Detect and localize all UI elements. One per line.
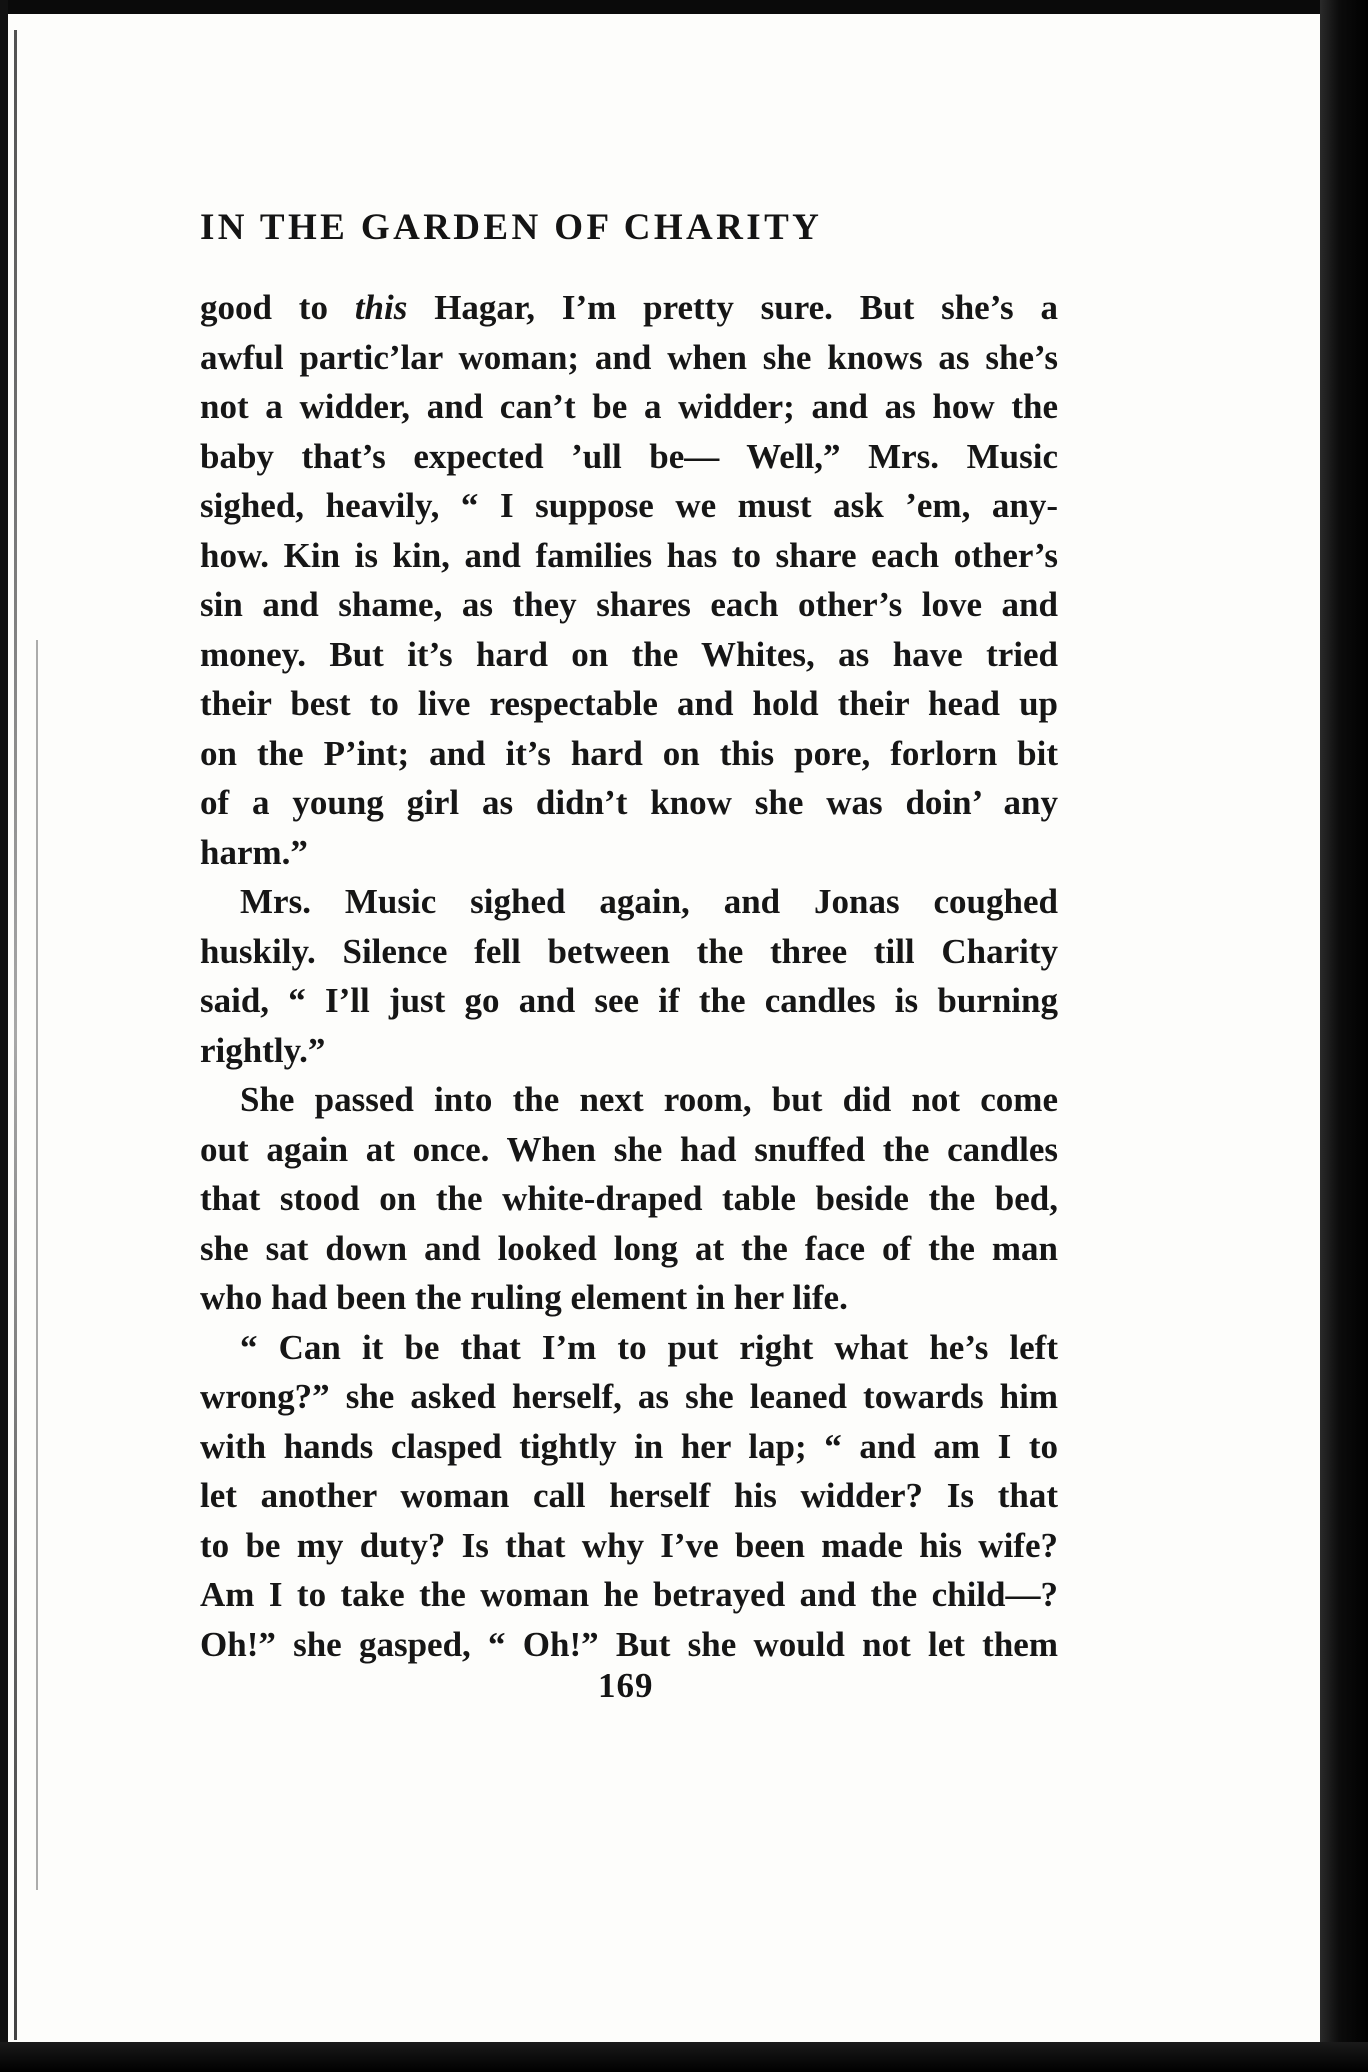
text-line: Oh!” she gasped, “ Oh!” But she would not let them — [200, 1624, 1058, 1664]
scan-edge-top — [0, 0, 1368, 14]
text-line: harm.” — [200, 832, 308, 872]
paragraph — [200, 283, 1058, 877]
text-line: baby that’s expected ’ull be— Well,” Mrs. Music — [200, 436, 1058, 476]
text-line: awful partic’lar woman; and when she knows as she’s — [200, 337, 1058, 377]
text-line: money. But it’s hard on the Whites, as have tried — [200, 634, 1058, 674]
scan-edge-bottom — [0, 2042, 1368, 2072]
text-line: with hands clasped tightly in her lap; “ and am I to — [200, 1426, 1058, 1466]
text-line: on the P’int; and it’s hard on this pore, forlorn bit — [200, 733, 1058, 773]
paragraph — [200, 877, 1058, 1075]
scan-edge-left — [0, 0, 8, 2072]
body-text — [200, 283, 1058, 1669]
text-line: Am I to take the woman he betrayed and the child—? — [200, 1575, 1058, 1614]
text-line: that stood on the white-draped table beside the bed, — [200, 1179, 1058, 1218]
scan-edge-right — [1320, 0, 1368, 2072]
binding-shadow — [36, 640, 38, 1890]
text-line: sin and shame, as they shares each other’s love and — [200, 585, 1058, 624]
text-line: wrong?” she asked herself, as she leaned towards him — [200, 1377, 1058, 1416]
line-text: good to — [200, 288, 355, 327]
line-text: Hagar, I’m pretty sure. But she’s a — [407, 288, 1058, 327]
text-line: rightly.” — [200, 1030, 326, 1070]
paragraph — [200, 1323, 1058, 1670]
text-line: how. Kin is kin, and families has to share each other’s — [200, 535, 1058, 575]
emphasis-text: this — [354, 288, 408, 327]
text-line: sighed, heavily, “ I suppose we must ask ’em, any- — [200, 486, 1058, 525]
text-line: huskily. Silence fell between the three till Charity — [200, 931, 1058, 971]
page-number: 169 — [598, 1666, 654, 1705]
text-line: of a young girl as didn’t know she was doin’ any — [200, 783, 1058, 822]
text-line — [200, 283, 1058, 333]
paragraph — [200, 1075, 1058, 1323]
text-line: “ Can it be that I’m to put right what he’s left — [240, 1327, 1058, 1367]
text-line: said, “ I’ll just go and see if the candles is burning — [200, 981, 1058, 1020]
text-line: Mrs. Music sighed again, and Jonas coughed — [240, 882, 1058, 921]
text-line: their best to live respectable and hold their head up — [200, 684, 1058, 723]
text-line: she sat down and looked long at the face of the man — [200, 1228, 1058, 1268]
running-head: IN THE GARDEN OF CHARITY — [200, 207, 823, 248]
text-line: not a widder, and can’t be a widder; and as how the — [200, 387, 1058, 426]
binding-gutter — [14, 30, 17, 2040]
text-line: to be my duty? Is that why I’ve been made his wife? — [200, 1525, 1058, 1565]
text-line: out again at once. When she had snuffed the candles — [200, 1129, 1058, 1169]
text-line: who had been the ruling element in her life. — [200, 1278, 848, 1317]
text-line: let another woman call herself his widder? Is that — [200, 1476, 1058, 1515]
text-line: She passed into the next room, but did not come — [240, 1080, 1058, 1119]
